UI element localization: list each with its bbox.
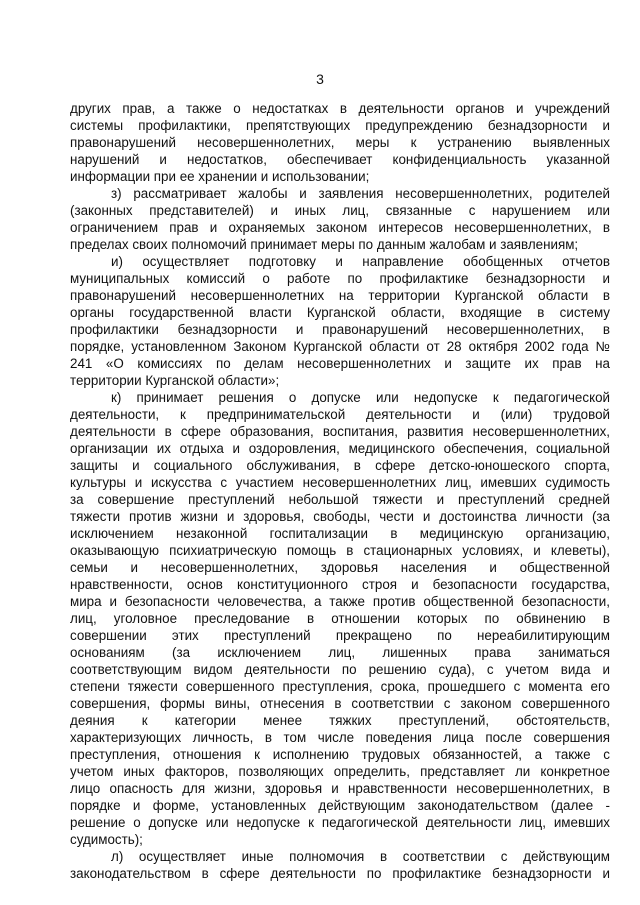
text-line: исключением незаконной госпитализации в медицинскую организацию, [70, 526, 610, 541]
text-line: других прав, а также о недостатках в деятельности органов и учреждений [70, 101, 610, 116]
text-line: законодательством в сфере деятельности по профилактике безнадзорности и [70, 866, 610, 881]
text-line: и) осуществляет подготовку и направление обобщенных отчетов [111, 254, 610, 269]
text-line: тяжести против жизни и здоровья, свободы, чести и достоинства личности (за [70, 509, 610, 524]
text-line: правонарушений несовершеннолетних на территории Курганской области в [70, 288, 610, 303]
text-line: нарушений и недостатков, обеспечивает конфиденциальность указанной [70, 152, 610, 167]
text-line: системы профилактики, препятствующих предупреждению безнадзорности и [70, 118, 610, 133]
text-line: органы государственной власти Курганской области, входящие в систему [70, 305, 610, 320]
text-line: преступления, отношения к исполнению трудовых обязанностей, а также с [70, 747, 610, 762]
text-line: лицо опасность для жизни, здоровья и нравственности несовершеннолетних, в [70, 781, 610, 796]
text-line: соответствующим видом деятельности по решению суда), с учетом вида и [70, 662, 610, 677]
text-line: ограничением прав и охраняемых законом интересов несовершеннолетних, в [70, 220, 610, 235]
text-line: мира и безопасности человечества, а также против общественной безопасности, [70, 594, 610, 609]
text-line: пределах своих полномочий принимает меры по данным жалобам и заявлениям; [70, 237, 579, 252]
text-line: судимость); [70, 832, 143, 847]
text-line: правонарушений несовершеннолетних, меры к устранению выявленных [70, 135, 610, 150]
text-line: муниципальных комиссий о работе по профилактике безнадзорности и [70, 271, 610, 286]
text-line: порядке и форме, установленных действующим законодательством (далее - [70, 798, 610, 813]
text-line: культуры и искусства с участием несовершеннолетних лиц, имевших судимость [70, 475, 610, 490]
text-line: л) осуществляет иные полномочия в соответствии с действующим [111, 849, 610, 864]
text-line: организации их отдыха и оздоровления, медицинского обеспечения, социальной [70, 441, 610, 456]
text-line: к) принимает решения о допуске или недопуске к педагогической [111, 390, 610, 405]
text-line: характеризующих личность, в том числе поведения лица после совершения [70, 730, 610, 745]
text-line: территории Курганской области»; [70, 373, 280, 388]
text-line: (законных представителей) и иных лиц, связанные с нарушением или [70, 203, 610, 218]
text-line: решение о допуске или недопуске к педагогической деятельности лиц, имевших [70, 815, 610, 830]
text-line: за совершение преступлений небольшой тяжести и преступлений средней [70, 492, 610, 507]
text-line: информации при ее хранении и использовании; [70, 169, 370, 184]
text-line: порядке, установленном Законом Курганской области от 28 октября 2002 года № [70, 339, 610, 354]
text-line: степени тяжести совершенного преступления, срока, прошедшего с момента его [70, 679, 610, 694]
text-line: нравственности, основ конституционного строя и безопасности государства, [70, 577, 610, 592]
page-number: 3 [316, 71, 324, 87]
text-line: лиц, уголовное преследование в отношении которых по обвинению в [70, 611, 610, 626]
text-line: деяния к категории менее тяжких преступлений, обстоятельств, [70, 713, 610, 728]
text-line: совершении этих преступлений прекращено по нереабилитирующим [70, 628, 610, 643]
text-line: семьи и несовершеннолетних, здоровья населения и общественной [70, 560, 610, 575]
text-line: деятельности в сфере образования, воспитания, развития несовершеннолетних, [70, 424, 610, 439]
text-line: деятельности, к предпринимательской деятельности и (или) трудовой [70, 407, 610, 422]
text-line: оказывающую психиатрическую помощь в стационарных условиях, и клеветы), [70, 543, 610, 558]
text-line: совершения, формы вины, отнесения в соответствии с законом совершенного [70, 696, 610, 711]
text-line: з) рассматривает жалобы и заявления несовершеннолетних, родителей [111, 186, 610, 201]
text-line: учетом иных факторов, позволяющих определить, представляет ли конкретное [70, 764, 610, 779]
text-line: основаниям (за исключением лиц, лишенных права заниматься [70, 645, 610, 660]
text-line: профилактики безнадзорности и правонарушений несовершеннолетних, в [70, 322, 610, 337]
text-line: 241 «О комиссиях по делам несовершеннолетних и защите их прав на [70, 356, 610, 371]
text-line: защиты и социального обслуживания, в сфере детско-юношеского спорта, [70, 458, 610, 473]
